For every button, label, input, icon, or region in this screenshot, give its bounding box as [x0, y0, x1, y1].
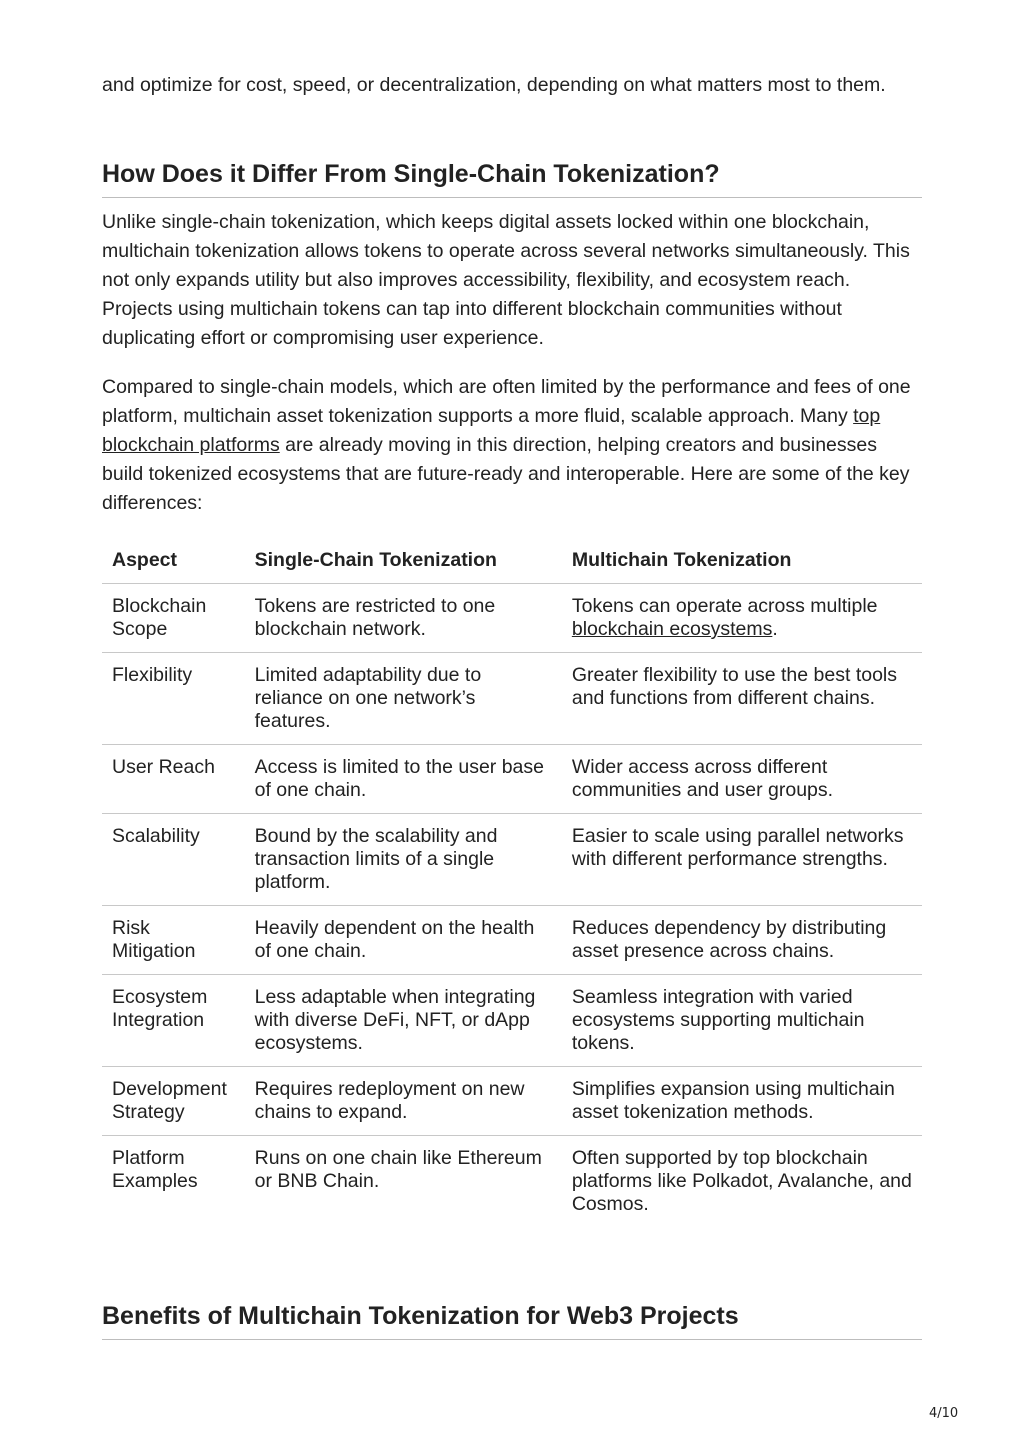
page-number: 4/10 — [929, 1406, 959, 1421]
cell-multichain — [562, 745, 922, 814]
cell-multichain — [562, 584, 922, 653]
top-blockchain-platforms-link[interactable]: top blockchain platforms — [102, 405, 881, 456]
cell-multichain — [562, 1136, 922, 1228]
cell-multichain — [562, 975, 922, 1067]
cell-text: Wider access across different communities and user groups. — [571, 756, 834, 801]
cell-single-chain: Tokens are restricted to one blockchain network. — [245, 584, 562, 653]
cell-text: Seamless integration with varied ecosystems supporting multichain tokens. — [571, 986, 865, 1054]
table-row — [102, 906, 922, 975]
cell-single-chain: Limited adaptability due to reliance on one network’s features. — [245, 653, 562, 745]
cell-aspect: Flexibility — [102, 653, 245, 745]
table-row — [102, 1136, 922, 1228]
cell-multichain — [562, 1067, 922, 1136]
cell-text: Reduces dependency by distributing asset presence across chains. — [571, 917, 887, 962]
table-row — [102, 814, 922, 906]
cell-single-chain: Runs on one chain like Ethereum or BNB Chain. — [254, 1147, 542, 1192]
cell-text: Simplifies expansion using multichain asset tokenization methods. — [571, 1078, 895, 1123]
cell-text: . — [772, 618, 778, 640]
cell-aspect: Development Strategy — [102, 1067, 245, 1136]
cell-aspect: Blockchain Scope — [102, 584, 245, 653]
cell-aspect: Risk Mitigation — [102, 906, 245, 975]
table-header-row — [102, 537, 922, 584]
column-header-aspect: Aspect — [102, 537, 245, 584]
paragraph-text: Compared to single-chain models, which are often limited by the performance and fees of one platform, multichain asset tokenization supports a more fluid, scalable approach. Many — [102, 376, 911, 427]
cell-aspect: User Reach — [102, 745, 245, 814]
cell-single-chain: Requires redeployment on new chains to expand. — [245, 1067, 562, 1136]
cell-aspect: Scalability — [102, 814, 245, 906]
table-row — [102, 653, 922, 745]
paragraph-text: are already moving in this direction, helping creators and businesses build tokenized ecosystems that are future-ready and interoperable. Here are some of the key differences: — [102, 434, 910, 514]
cell-single-chain: Heavily dependent on the health of one chain. — [245, 906, 562, 975]
column-header-multichain: Multichain Tokenization — [562, 537, 922, 584]
cell-single-chain: Less adaptable when integrating with diverse DeFi, NFT, or dApp ecosystems. — [245, 975, 562, 1067]
differences-paragraph-2 — [102, 373, 922, 518]
table-row — [102, 975, 922, 1067]
cell-single-chain: Access is limited to the user base of one chain. — [245, 745, 562, 814]
section-heading-benefits: Benefits of Multichain Tokenization for Web3 Projects — [102, 1301, 922, 1340]
column-header-single-chain: Single-Chain Tokenization — [245, 537, 562, 584]
table-row — [102, 584, 922, 653]
cell-multichain — [562, 906, 922, 975]
cell-text: Tokens can operate across multiple — [571, 595, 878, 617]
intro-paragraph: and optimize for cost, speed, or decentralization, depending on what matters most to them. — [102, 74, 886, 96]
cell-text: Greater flexibility to use the best tools and functions from different chains. — [571, 664, 898, 709]
differences-paragraph-1: Unlike single-chain tokenization, which keeps digital assets locked within one blockchain, multichain tokenization allows tokens to operate across several networks simultaneously. This not only expands utility but also improves accessibility, flexibility, and ecosystem reach. Projects using multichain tokens can tap into different blockchain communities without duplicating effort or compromising user experience. — [102, 211, 910, 349]
cell-multichain — [562, 653, 922, 745]
section-heading-differences: How Does it Differ From Single-Chain Tokenization? — [102, 159, 922, 198]
cell-text: Easier to scale using parallel networks with different performance strengths. — [571, 825, 904, 870]
table-row — [102, 1067, 922, 1136]
cell-text: Often supported by top blockchain platforms like Polkadot, Avalanche, and Cosmos. — [571, 1147, 912, 1215]
cell-single-chain: Bound by the scalability and transaction limits of a single platform. — [245, 814, 562, 906]
comparison-table — [102, 537, 922, 1227]
table-row — [102, 745, 922, 814]
cell-aspect: Ecosystem Integration — [102, 975, 245, 1067]
cell-aspect: Platform Examples — [112, 1147, 198, 1192]
blockchain-ecosystems-link[interactable]: blockchain ecosystems — [571, 618, 773, 640]
cell-multichain — [562, 814, 922, 906]
